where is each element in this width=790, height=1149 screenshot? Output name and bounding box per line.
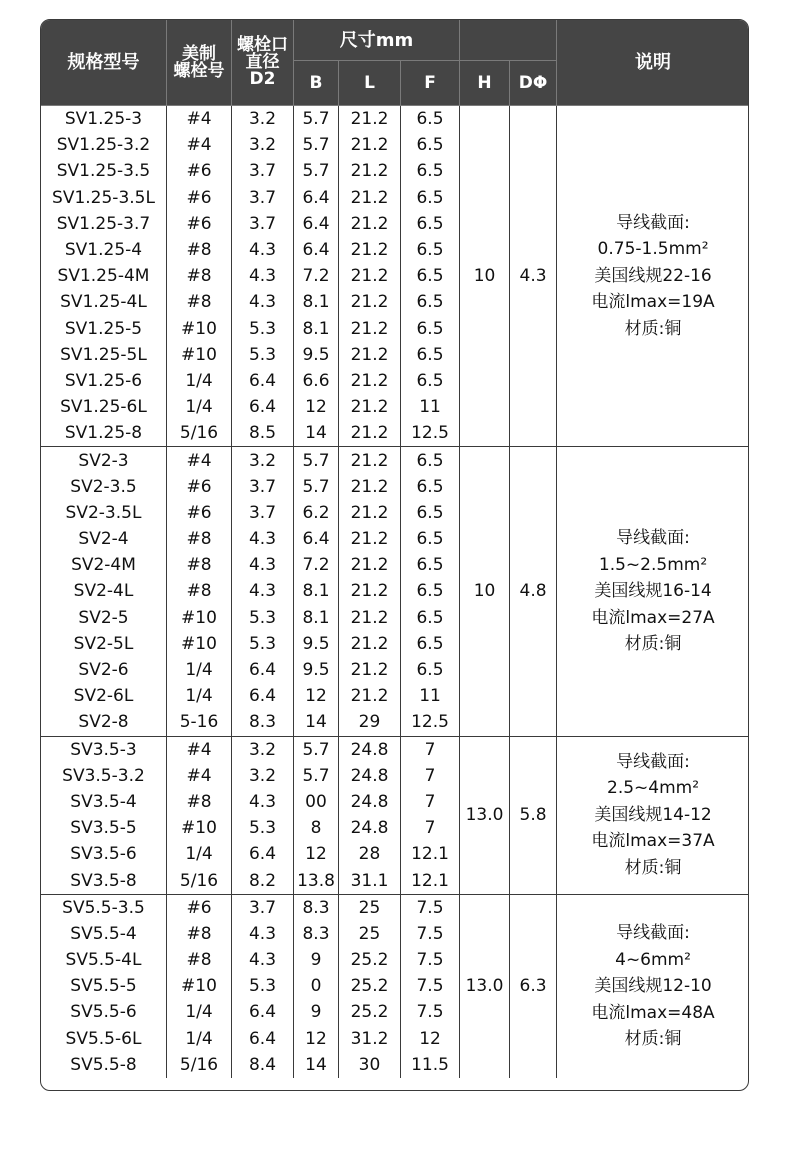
bolt-diameter-cell: 3.7 xyxy=(232,474,294,500)
f-cell: 7.5 xyxy=(401,973,460,999)
b-cell: 8.1 xyxy=(294,578,339,604)
us-bolt-cell: #10 xyxy=(167,631,232,657)
b-cell: 12 xyxy=(294,841,339,867)
f-cell: 6.5 xyxy=(401,526,460,552)
f-cell: 6.5 xyxy=(401,552,460,578)
us-bolt-cell: #8 xyxy=(167,921,232,947)
description-cell xyxy=(557,894,749,1078)
b-cell: 9 xyxy=(294,999,339,1025)
bolt-diameter-cell: 3.2 xyxy=(232,447,294,474)
bolt-diameter-cell: 6.4 xyxy=(232,368,294,394)
h-cell: 10 xyxy=(460,106,510,447)
us-bolt-cell: #10 xyxy=(167,815,232,841)
l-cell: 21.2 xyxy=(339,289,401,315)
header-us-bolt-line2: 螺栓号 xyxy=(173,60,225,81)
us-bolt-cell: #10 xyxy=(167,973,232,999)
us-bolt-cell: #8 xyxy=(167,263,232,289)
b-cell: 5.7 xyxy=(294,474,339,500)
bolt-diameter-cell: 5.3 xyxy=(232,631,294,657)
model-cell: SV2-6 xyxy=(41,657,167,683)
header-us-bolt-line1: 美制 xyxy=(182,43,216,64)
header-f: F xyxy=(401,61,460,106)
model-cell: SV1.25-5 xyxy=(41,316,167,342)
b-cell: 14 xyxy=(294,709,339,736)
b-cell: 8.3 xyxy=(294,921,339,947)
description-line: 电流lmax=37A xyxy=(591,831,715,852)
header-h: H xyxy=(460,61,510,106)
l-cell: 21.2 xyxy=(339,316,401,342)
model-cell: SV5.5-3.5 xyxy=(41,894,167,921)
h-cell: 10 xyxy=(460,447,510,736)
spec-table-container xyxy=(40,19,749,1091)
bolt-diameter-cell: 4.3 xyxy=(232,237,294,263)
description-line: 导线截面: xyxy=(616,751,690,772)
b-cell: 8.1 xyxy=(294,605,339,631)
f-cell: 12 xyxy=(401,1026,460,1052)
us-bolt-cell: #4 xyxy=(167,763,232,789)
us-bolt-cell: #10 xyxy=(167,342,232,368)
table-header xyxy=(41,20,750,106)
description-line: 导线截面: xyxy=(616,212,690,233)
us-bolt-cell: #8 xyxy=(167,289,232,315)
description-line: 材质:铜 xyxy=(624,634,682,655)
l-cell: 21.2 xyxy=(339,237,401,263)
b-cell: 14 xyxy=(294,1052,339,1078)
bolt-diameter-cell: 5.3 xyxy=(232,973,294,999)
description-line: 导线截面: xyxy=(616,923,690,944)
header-size: 尺寸mm xyxy=(294,20,460,61)
us-bolt-cell: #6 xyxy=(167,211,232,237)
table-row xyxy=(41,894,750,921)
description-cell xyxy=(557,736,749,894)
f-cell: 11 xyxy=(401,683,460,709)
model-cell: SV5.5-6L xyxy=(41,1026,167,1052)
l-cell: 21.2 xyxy=(339,263,401,289)
bolt-diameter-cell: 3.2 xyxy=(232,763,294,789)
l-cell: 21.2 xyxy=(339,657,401,683)
description-line: 美国线规16-14 xyxy=(594,581,712,602)
model-cell: SV5.5-4L xyxy=(41,947,167,973)
description-line: 0.75-1.5mm² xyxy=(597,239,709,260)
model-cell: SV1.25-3.5L xyxy=(41,185,167,211)
bolt-diameter-cell: 4.3 xyxy=(232,947,294,973)
us-bolt-cell: #4 xyxy=(167,736,232,763)
b-cell: 00 xyxy=(294,789,339,815)
l-cell: 21.2 xyxy=(339,342,401,368)
us-bolt-cell: 1/4 xyxy=(167,841,232,867)
b-cell: 6.6 xyxy=(294,368,339,394)
bolt-diameter-cell: 3.7 xyxy=(232,500,294,526)
b-cell: 6.2 xyxy=(294,500,339,526)
us-bolt-cell: #8 xyxy=(167,578,232,604)
b-cell: 5.7 xyxy=(294,763,339,789)
us-bolt-cell: #10 xyxy=(167,316,232,342)
description-line: 材质:铜 xyxy=(624,857,682,878)
l-cell: 25 xyxy=(339,921,401,947)
bolt-diameter-cell: 3.7 xyxy=(232,211,294,237)
description-line: 电流lmax=19A xyxy=(591,292,715,313)
b-cell: 9 xyxy=(294,947,339,973)
model-cell: SV2-3.5 xyxy=(41,474,167,500)
header-bolt-diameter-line3: D2 xyxy=(249,69,276,89)
b-cell: 12 xyxy=(294,683,339,709)
l-cell: 31.1 xyxy=(339,867,401,894)
l-cell: 21.2 xyxy=(339,447,401,474)
l-cell: 21.2 xyxy=(339,605,401,631)
b-cell: 9.5 xyxy=(294,631,339,657)
f-cell: 6.5 xyxy=(401,368,460,394)
b-cell: 5.7 xyxy=(294,132,339,158)
d-cell: 4.3 xyxy=(510,106,557,447)
us-bolt-cell: 5/16 xyxy=(167,420,232,447)
us-bolt-cell: #8 xyxy=(167,552,232,578)
b-cell: 6.4 xyxy=(294,185,339,211)
table-row xyxy=(41,106,750,133)
model-cell: SV2-3 xyxy=(41,447,167,474)
f-cell: 6.5 xyxy=(401,500,460,526)
f-cell: 12.1 xyxy=(401,867,460,894)
l-cell: 21.2 xyxy=(339,474,401,500)
b-cell: 7.2 xyxy=(294,552,339,578)
description-line: 材质:铜 xyxy=(624,1029,682,1050)
us-bolt-cell: #10 xyxy=(167,605,232,631)
f-cell: 7 xyxy=(401,815,460,841)
description-line: 电流lmax=27A xyxy=(591,607,715,628)
bolt-diameter-cell: 5.3 xyxy=(232,815,294,841)
model-cell: SV1.25-5L xyxy=(41,342,167,368)
f-cell: 7.5 xyxy=(401,921,460,947)
header-size-spacer xyxy=(460,20,557,61)
us-bolt-cell: 1/4 xyxy=(167,394,232,420)
model-cell: SV1.25-4 xyxy=(41,237,167,263)
b-cell: 0 xyxy=(294,973,339,999)
l-cell: 25.2 xyxy=(339,947,401,973)
b-cell: 6.4 xyxy=(294,237,339,263)
d-cell: 6.3 xyxy=(510,894,557,1078)
l-cell: 28 xyxy=(339,841,401,867)
model-cell: SV2-6L xyxy=(41,683,167,709)
l-cell: 30 xyxy=(339,1052,401,1078)
header-description: 说明 xyxy=(557,20,749,106)
bolt-diameter-cell: 3.2 xyxy=(232,132,294,158)
l-cell: 25.2 xyxy=(339,999,401,1025)
us-bolt-cell: #6 xyxy=(167,894,232,921)
bolt-diameter-cell: 3.2 xyxy=(232,736,294,763)
f-cell: 11.5 xyxy=(401,1052,460,1078)
model-cell: SV1.25-4L xyxy=(41,289,167,315)
l-cell: 21.2 xyxy=(339,500,401,526)
model-cell: SV3.5-3.2 xyxy=(41,763,167,789)
us-bolt-cell: #6 xyxy=(167,158,232,184)
f-cell: 6.5 xyxy=(401,447,460,474)
bolt-diameter-cell: 6.4 xyxy=(232,657,294,683)
bolt-diameter-cell: 5.3 xyxy=(232,342,294,368)
header-b: B xyxy=(294,61,339,106)
table-body xyxy=(41,106,750,1078)
f-cell: 6.5 xyxy=(401,316,460,342)
l-cell: 21.2 xyxy=(339,185,401,211)
f-cell: 6.5 xyxy=(401,106,460,133)
f-cell: 7.5 xyxy=(401,894,460,921)
description-line: 美国线规22-16 xyxy=(594,265,712,286)
model-cell: SV2-4M xyxy=(41,552,167,578)
description-cell xyxy=(557,447,749,736)
l-cell: 21.2 xyxy=(339,552,401,578)
model-cell: SV1.25-3.7 xyxy=(41,211,167,237)
f-cell: 6.5 xyxy=(401,342,460,368)
us-bolt-cell: #4 xyxy=(167,106,232,133)
bolt-diameter-cell: 6.4 xyxy=(232,394,294,420)
us-bolt-cell: #8 xyxy=(167,947,232,973)
bolt-diameter-cell: 6.4 xyxy=(232,999,294,1025)
l-cell: 29 xyxy=(339,709,401,736)
bolt-diameter-cell: 5.3 xyxy=(232,605,294,631)
description-line: 2.5~4mm² xyxy=(607,778,700,799)
table-row xyxy=(41,736,750,763)
model-cell: SV1.25-8 xyxy=(41,420,167,447)
f-cell: 6.5 xyxy=(401,158,460,184)
b-cell: 14 xyxy=(294,420,339,447)
f-cell: 6.5 xyxy=(401,631,460,657)
us-bolt-cell: #4 xyxy=(167,447,232,474)
f-cell: 6.5 xyxy=(401,237,460,263)
model-cell: SV5.5-4 xyxy=(41,921,167,947)
bolt-diameter-cell: 5.3 xyxy=(232,316,294,342)
bolt-diameter-cell: 6.4 xyxy=(232,1026,294,1052)
us-bolt-cell: 1/4 xyxy=(167,657,232,683)
f-cell: 6.5 xyxy=(401,474,460,500)
description-line: 1.5~2.5mm² xyxy=(598,554,708,575)
bolt-diameter-cell: 4.3 xyxy=(232,552,294,578)
description-line: 电流lmax=48A xyxy=(591,1002,715,1023)
b-cell: 13.8 xyxy=(294,867,339,894)
f-cell: 6.5 xyxy=(401,578,460,604)
bolt-diameter-cell: 8.2 xyxy=(232,867,294,894)
b-cell: 8 xyxy=(294,815,339,841)
description-cell xyxy=(557,106,749,447)
d-cell: 5.8 xyxy=(510,736,557,894)
bolt-diameter-cell: 3.2 xyxy=(232,106,294,133)
f-cell: 12.5 xyxy=(401,420,460,447)
header-bolt-diameter-line1: 螺栓口 xyxy=(237,35,288,55)
model-cell: SV3.5-4 xyxy=(41,789,167,815)
header-bolt-diameter xyxy=(232,20,294,106)
b-cell: 5.7 xyxy=(294,106,339,133)
description-line: 美国线规14-12 xyxy=(594,804,712,825)
us-bolt-cell: #4 xyxy=(167,132,232,158)
f-cell: 7 xyxy=(401,763,460,789)
header-bolt-diameter-line2: 直径 xyxy=(245,52,280,72)
us-bolt-cell: #6 xyxy=(167,474,232,500)
bolt-diameter-cell: 8.3 xyxy=(232,709,294,736)
header-us-bolt xyxy=(167,20,232,106)
us-bolt-cell: #8 xyxy=(167,526,232,552)
f-cell: 12.5 xyxy=(401,709,460,736)
bolt-diameter-cell: 3.7 xyxy=(232,185,294,211)
model-cell: SV2-3.5L xyxy=(41,500,167,526)
model-cell: SV2-5L xyxy=(41,631,167,657)
bolt-diameter-cell: 4.3 xyxy=(232,921,294,947)
us-bolt-cell: #8 xyxy=(167,237,232,263)
model-cell: SV1.25-3.5 xyxy=(41,158,167,184)
model-cell: SV2-4L xyxy=(41,578,167,604)
h-cell: 13.0 xyxy=(460,894,510,1078)
bolt-diameter-cell: 4.3 xyxy=(232,289,294,315)
l-cell: 21.2 xyxy=(339,526,401,552)
b-cell: 5.7 xyxy=(294,447,339,474)
bolt-diameter-cell: 8.4 xyxy=(232,1052,294,1078)
b-cell: 12 xyxy=(294,1026,339,1052)
b-cell: 9.5 xyxy=(294,657,339,683)
description-line: 导线截面: xyxy=(616,528,690,549)
model-cell: SV1.25-6 xyxy=(41,368,167,394)
bolt-diameter-cell: 3.7 xyxy=(232,158,294,184)
l-cell: 21.2 xyxy=(339,394,401,420)
l-cell: 21.2 xyxy=(339,578,401,604)
f-cell: 11 xyxy=(401,394,460,420)
b-cell: 6.4 xyxy=(294,211,339,237)
header-l: L xyxy=(339,61,401,106)
bolt-diameter-cell: 3.7 xyxy=(232,894,294,921)
bolt-diameter-cell: 8.5 xyxy=(232,420,294,447)
us-bolt-cell: #8 xyxy=(167,789,232,815)
f-cell: 6.5 xyxy=(401,289,460,315)
header-model: 规格型号 xyxy=(41,20,167,106)
model-cell: SV5.5-5 xyxy=(41,973,167,999)
model-cell: SV3.5-8 xyxy=(41,867,167,894)
model-cell: SV2-8 xyxy=(41,709,167,736)
bolt-diameter-cell: 6.4 xyxy=(232,683,294,709)
header-d: DΦ xyxy=(510,61,557,106)
model-cell: SV1.25-3 xyxy=(41,106,167,133)
l-cell: 24.8 xyxy=(339,815,401,841)
l-cell: 21.2 xyxy=(339,158,401,184)
b-cell: 8.1 xyxy=(294,289,339,315)
l-cell: 21.2 xyxy=(339,106,401,133)
us-bolt-cell: 1/4 xyxy=(167,999,232,1025)
l-cell: 21.2 xyxy=(339,631,401,657)
f-cell: 7.5 xyxy=(401,947,460,973)
f-cell: 6.5 xyxy=(401,132,460,158)
model-cell: SV3.5-3 xyxy=(41,736,167,763)
f-cell: 6.5 xyxy=(401,263,460,289)
bolt-diameter-cell: 4.3 xyxy=(232,789,294,815)
l-cell: 24.8 xyxy=(339,763,401,789)
bolt-diameter-cell: 4.3 xyxy=(232,578,294,604)
f-cell: 12.1 xyxy=(401,841,460,867)
b-cell: 7.2 xyxy=(294,263,339,289)
us-bolt-cell: 5-16 xyxy=(167,709,232,736)
model-cell: SV1.25-4M xyxy=(41,263,167,289)
model-cell: SV2-5 xyxy=(41,605,167,631)
bolt-diameter-cell: 4.3 xyxy=(232,526,294,552)
us-bolt-cell: 1/4 xyxy=(167,1026,232,1052)
l-cell: 21.2 xyxy=(339,211,401,237)
us-bolt-cell: #6 xyxy=(167,500,232,526)
f-cell: 7 xyxy=(401,736,460,763)
l-cell: 24.8 xyxy=(339,789,401,815)
b-cell: 8.3 xyxy=(294,894,339,921)
spec-table xyxy=(40,19,749,1078)
l-cell: 21.2 xyxy=(339,420,401,447)
model-cell: SV3.5-5 xyxy=(41,815,167,841)
f-cell: 7 xyxy=(401,789,460,815)
l-cell: 21.2 xyxy=(339,683,401,709)
d-cell: 4.8 xyxy=(510,447,557,736)
model-cell: SV1.25-3.2 xyxy=(41,132,167,158)
l-cell: 25.2 xyxy=(339,973,401,999)
b-cell: 8.1 xyxy=(294,316,339,342)
l-cell: 21.2 xyxy=(339,132,401,158)
model-cell: SV5.5-6 xyxy=(41,999,167,1025)
description-line: 材质:铜 xyxy=(624,318,682,339)
model-cell: SV3.5-6 xyxy=(41,841,167,867)
bolt-diameter-cell: 6.4 xyxy=(232,841,294,867)
f-cell: 7.5 xyxy=(401,999,460,1025)
us-bolt-cell: 1/4 xyxy=(167,368,232,394)
f-cell: 6.5 xyxy=(401,605,460,631)
model-cell: SV5.5-8 xyxy=(41,1052,167,1078)
us-bolt-cell: #6 xyxy=(167,185,232,211)
description-line: 4~6mm² xyxy=(615,949,691,970)
l-cell: 31.2 xyxy=(339,1026,401,1052)
model-cell: SV1.25-6L xyxy=(41,394,167,420)
f-cell: 6.5 xyxy=(401,211,460,237)
model-cell: SV2-4 xyxy=(41,526,167,552)
us-bolt-cell: 1/4 xyxy=(167,683,232,709)
h-cell: 13.0 xyxy=(460,736,510,894)
l-cell: 25 xyxy=(339,894,401,921)
b-cell: 6.4 xyxy=(294,526,339,552)
l-cell: 21.2 xyxy=(339,368,401,394)
b-cell: 5.7 xyxy=(294,158,339,184)
b-cell: 9.5 xyxy=(294,342,339,368)
f-cell: 6.5 xyxy=(401,185,460,211)
f-cell: 6.5 xyxy=(401,657,460,683)
us-bolt-cell: 5/16 xyxy=(167,1052,232,1078)
description-line: 美国线规12-10 xyxy=(594,976,712,997)
table-row xyxy=(41,447,750,474)
bolt-diameter-cell: 4.3 xyxy=(232,263,294,289)
l-cell: 24.8 xyxy=(339,736,401,763)
us-bolt-cell: 5/16 xyxy=(167,867,232,894)
b-cell: 12 xyxy=(294,394,339,420)
b-cell: 5.7 xyxy=(294,736,339,763)
